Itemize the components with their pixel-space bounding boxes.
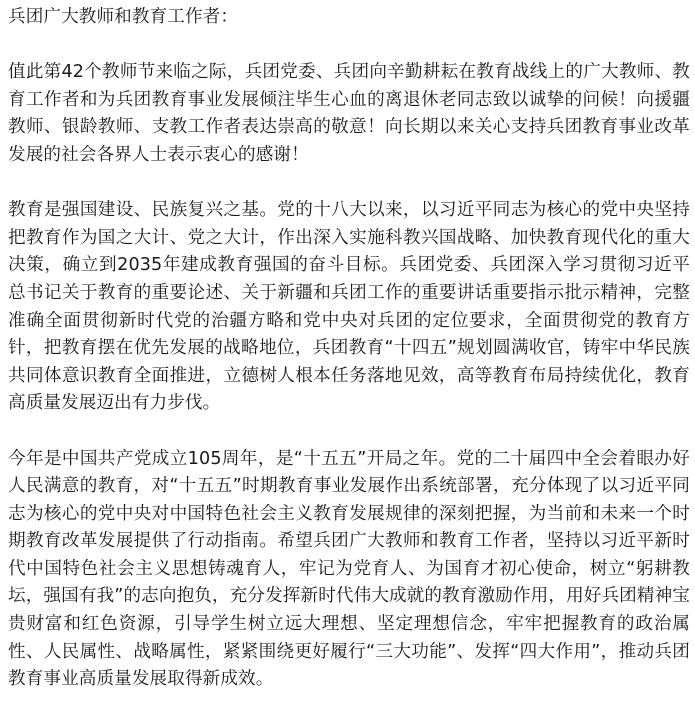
paragraph-greetings: 值此第42个教师节来临之际，兵团党委、兵团向辛勤耕耘在教育战线上的广大教师、教育工作者和为兵团教育事业发展倾注毕生心血的离退休老同志致以诚挚的问候！向援疆教师、银龄教师、支教工作者表达崇高的敬意！向长期以来关心支持兵团教育事业改革发展的社会各界人士表示衷心的感谢！	[8, 62, 690, 165]
paragraph-expectations: 今年是中国共产党成立105周年，是“十五五”开局之年。党的二十届四中全会着眼办好人民满意的教育，对“十五五”时期教育事业发展作出系统部署，充分体现了以习近平同志为核心的党中央对中国特色社会主义教育发展规律的深刻把握，为当前和未来一个时期教育改革发展提供了行动指南。希望兵团广大教师和教育工作者，坚持以习近平新时代中国特色社会主义思想铸魂育人，牢记为党育人、为国育才初心使命，树立“躬耕教坛，强国有我”的志向抱负，充分发挥新时代伟大成就的教育激励作用，用好兵团精神宝贵财富和红色资源，引导学生树立远大理想、坚定理想信念，牢牢把握教育的政治属性、人民属性、战略属性，紧紧围绕更好履行“三大功能”、发挥“四大作用”，推动兵团教育事业高质量发展取得新成效。	[8, 448, 690, 690]
letter-greeting: 兵团广大教师和教育工作者：	[8, 7, 239, 27]
letter-body	[8, 4, 690, 694]
paragraph-education-achievements: 教育是强国建设、民族复兴之基。党的十八大以来，以习近平同志为核心的党中央坚持把教育作为国之大计、党之大计，作出深入实施科教兴国战略、加快教育现代化的重大决策，确立到2035年建成教育强国的奋斗目标。兵团党委、兵团深入学习贯彻习近平总书记关于教育的重要论述、关于新疆和兵团工作的重要讲话重要指示批示精神，完整准确全面贯彻新时代党的治疆方略和党中央对兵团的定位要求，全面贯彻党的教育方针，把教育摆在优先发展的战略地位，兵团教育“十四五”规划圆满收官，铸牢中华民族共同体意识教育全面推进，立德树人根本任务落地见效，高等教育布局持续优化，教育高质量发展迈出有力步伐。	[8, 200, 690, 414]
